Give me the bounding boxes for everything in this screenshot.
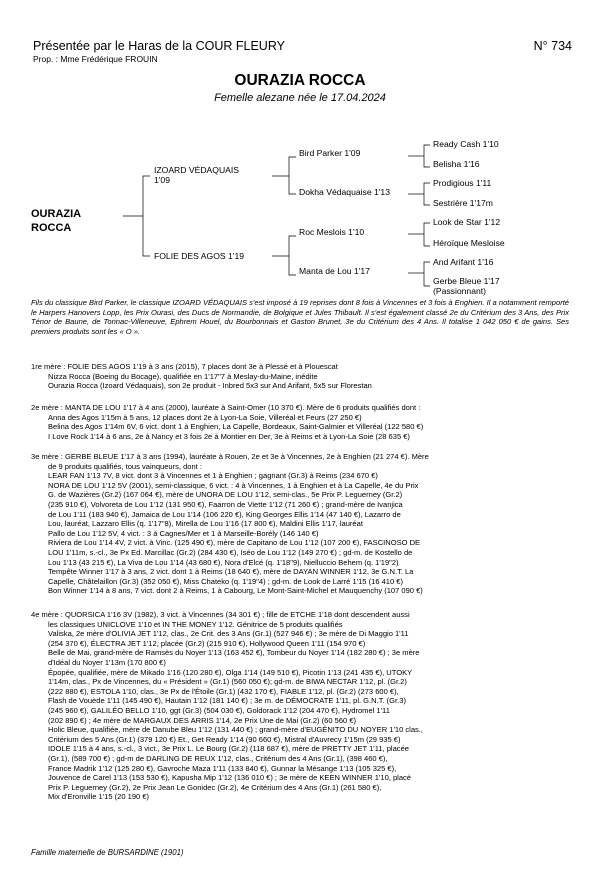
second-dam-heading: 2e mère : MANTA DE LOU 1'17 à 4 ans (2000), lauréate à Saint-Omer (10 370 €). Mère de 6 produits qualifiés dont : — [31, 403, 421, 412]
pedigree-sss: Ready Cash 1'10 — [433, 139, 499, 149]
fourth-dam-line: (245 960 €), GALILÉO BELLO 1'10, ggt (Gr.3) (504 030 €), Goldorack 1'12 (204 470 €), Hydromel 1'11 — [48, 705, 390, 715]
pedigree-sire: IZOARD VÉDAQUAIS 1'09 — [154, 165, 239, 185]
third-dam-line: (235 910 €), Volvoreta de Lou 1'12 (131 950 €), Faarron de Viette 1'12 (71 260 €) ; grand-mère de Ivanjica — [48, 499, 403, 509]
pedigree-sire-sire: Bird Parker 1'09 — [299, 148, 361, 158]
third-dam-line: Bon Winner 1'14 à 8 ans, 7 vict. dont 2 à Reims, 1 à Cabourg, Le Mont-Saint-Michel et Mauquenchy (107 090 €) — [48, 586, 423, 596]
pedigree-ssd: Belisha 1'16 — [433, 159, 480, 169]
first-dam-section — [31, 362, 569, 391]
third-dam-heading: 3e mère : GERBE BLEUE 1'17 à 3 ans (1994), lauréate à Rouen, 2e et 3e à Vincennes, 2e à Enghien (21 274 €). Mère — [31, 452, 429, 461]
fourth-dam-line: Flash de Vouède 1'11 (145 490 €), Hautain 1'12 (181 140 €) ; 3e m. de DÉMOCRATE 1'11, pl. G.N.T. (Gr.3) — [48, 696, 406, 706]
third-dam-section — [31, 452, 569, 596]
pedigree-dsd: Héroïque Mesloise — [433, 238, 505, 248]
fourth-dam-line: Valiska, 2e mère d'OLIVIA JET 1'12, clas., 2e Crit. des 3 Ans (Gr.1) (527 946 €) ; 3e mère de Di Maggio 1'11 — [48, 629, 409, 639]
fourth-dam-section — [31, 610, 569, 802]
fourth-dam-heading: 4e mère : QUORSICA 1'16 3V (1982), 3 vict. à Vincennes (34 301 €) ; fille de ETCHE 1'18 dont descendent aussi — [31, 610, 410, 619]
pedigree-dds: And Arifant 1'16 — [433, 257, 494, 267]
fourth-dam-line: Critérium des 5 Ans (Gr.1) (379 120 €) Et., Get Ready 1'14 (90 660 €), Mistral d'Auvrecy 1'15m (29 935 €) — [48, 734, 401, 744]
fourth-dam-line: Prix P. Leguerney (Gr.2), 2e Prix Jean Le Gonidec (Gr.2), 4e Critérium des 4 Ans (Gr.1) (261 580 €), — [48, 782, 382, 792]
horse-title: OURAZIA ROCCA — [234, 72, 366, 89]
fourth-dam-line: Belle de Mai, grand-mère de Ramsès du Noyer 1'13 (163 452 €), Tombeur du Noyer 1'14 (182 280 €) ; 3e mère — [48, 648, 420, 658]
third-dam-line: NORA DE LOU 1'12 5V (2001), semi-classique, 6 vict. : 4 à Vincennes, 1 à Enghien et à La Capelle, 4e du Prix — [48, 480, 419, 490]
first-dam-line: Ourazia Rocca (Izoard Védaquais), son 2e produit - Inbred 5x3 sur And Arifant, 5x5 sur Florestan — [48, 381, 372, 391]
second-dam-section — [31, 403, 569, 441]
pedigree-dss: Look de Star 1'12 — [433, 217, 501, 227]
lot-number: N° 734 — [533, 39, 572, 53]
pedigree-root-name: OURAZIA ROCCA — [31, 208, 82, 234]
fourth-dam-heading-cont: les classiques UNICLOVE 1'10 et IN THE MONEY 1'12. Génitrice de 5 produits qualifiés — [48, 619, 343, 629]
fourth-dam-line: (222 880 €), ESTOLA 1'10, clas., 3e Px de l'Étoile (Gr.1) (432 170 €), FIABLE 1'12, pl. (Gr.2) (273 600 €), — [48, 686, 399, 696]
fourth-dam-line: France Madrik 1'12 (125 280 €), Gavroche Maza 1'11 (133 840 €), Gunnar la Mésange 1'13 (105 325 €), — [48, 763, 397, 773]
horse-description: Femelle alezane née le 17.04.2024 — [214, 92, 386, 104]
fourth-dam-line: 1'14m, clas., Px de Vincennes, du « Président » (Gr.1) (560 050 €); gd-m. de BIWA NECTAR 1'12, pl. (Gr.2) — [48, 677, 407, 687]
third-dam-line: LOU 1'11m, s.-cl., 3e Px Ed. Marcillac (Gr.2) (284 430 €), Iséo de Lou 1'12 (149 270 €) ; gd-m. de Kostello de — [48, 547, 413, 557]
third-dam-line: Lou, lauréat, Lazzaro Ellis (q. 1'17"8), Mirella de Lou 1'16 (17 800 €), Maldini Ellis 1'17, lauréat — [48, 519, 363, 529]
fourth-dam-line: d'Idéal du Noyer 1'13m (170 800 €) — [48, 657, 166, 667]
second-dam-line: I Love Rock 1'14 à 6 ans, 2e à Nancy et 3 fois 2e à Montier en Der, 3e à Reims et à Lyon-La Soie (28 635 €) — [48, 431, 410, 441]
third-dam-line: de Lou 1'11 (183 940 €), Jamaica de Lou 1'14 (106 220 €), King Georges Ellis 1'14 (47 140 €), Lazarro de — [48, 509, 401, 519]
first-dam-heading: 1re mère : FOLIE DES AGOS 1'19 à 3 ans (2015), 7 places dont 3e à Plessé et à Plouescat — [31, 362, 338, 371]
third-dam-line: Pallo de Lou 1'12 5V, 4 vict. : 3 à Cagnes/Mer et 1 à Marseille-Borély (146 140 €) — [48, 528, 319, 538]
fourth-dam-line: (202 890 €) ; 4e mère de MARGAUX DES ARRIS 1'14, 2e Prix Une de Mai (Gr.2) (60 560 €) — [48, 715, 357, 725]
fourth-dam-line: (254 370 €), ÉLECTRA JET 1'12, placée (Gr.2) (215 910 €), Hollywood Queen 1'11 (154 970 €) — [48, 638, 366, 648]
third-dam-line: G. de Wazières (Gr.2) (167 064 €), mère de UNORA DE LOU 1'12, semi-clas., 5e Prix P. Leguerney (Gr.2) — [48, 490, 403, 500]
pedigree-dam: FOLIE DES AGOS 1'19 — [154, 251, 245, 261]
pedigree-dam-sire: Roc Meslois 1'10 — [299, 227, 365, 237]
fourth-dam-line: Épopée, qualifiée, mère de Mikado 1'16 (120 280 €), Olga 1'14 (149 510 €), Picotin 1'13 (241 435 €), UTOKY — [48, 667, 413, 677]
owner-line: Prop. : Mme Frédérique FROUIN — [33, 54, 158, 64]
maternal-family: Famille maternelle de BURSARDINE (1901) — [31, 848, 184, 857]
third-dam-line: Capelle, Châtelaillon (Gr.3) (352 050 €), Miss Chateko (q. 1'19"4) ; gd-m. de Look de Larré 1'15 (16 410 €) — [48, 576, 404, 586]
pedigree-sds: Prodigious 1'11 — [433, 178, 492, 188]
pedigree-sdd: Sestrière 1'17m — [433, 198, 493, 208]
pedigree-sire-dam: Dokha Védaquaise 1'13 — [299, 187, 390, 197]
second-dam-line: Anna des Agos 1'15m à 5 ans, 12 places dont 2e à Lyon-La Soie, Villeréal et Feurs (27 250 €) — [48, 412, 362, 422]
third-dam-line: Riviera de Lou 1'14 4V, 2 vict. à Vinc. (125 490 €), mère de Capitano de Lou 1'12 (107 200 €), FASCINOSO DE — [48, 538, 421, 548]
fourth-dam-line: IDOLE 1'15 à 4 ans, s.-cl., 3 vict., 3e Prix L. Le Bourg (Gr.2) (118 687 €), mère de PRETTY JET 1'11, placée — [48, 744, 409, 754]
pedigree-dam-dam: Manta de Lou 1'17 — [299, 266, 370, 276]
first-dam-line: Nizza Rocca (Boeing du Bocage), qualifiée en 1'17"7 à Meslay-du-Maine, inédite — [48, 371, 318, 381]
fourth-dam-line: Holic Bleue, qualifiée, mère de Danube Bleu 1'12 (131 440 €) ; grand-mère d'EUGÉNITO DU NOYER 1'10 clas., — [48, 725, 424, 735]
pedigree-ddd: Gerbe Bleue 1'17 (Passionnant) — [433, 276, 500, 296]
presenter-line: Présentée par le Haras de la COUR FLEURY — [33, 39, 285, 53]
third-dam-line: Tempête Winner 1'17 à 3 ans, 2 vict. dont 1 à Reims (18 640 €), mère de DAYAN WINNER 1'12, 3e G.N.T. La — [48, 567, 414, 577]
fourth-dam-line: Mix d'Eronville 1'15 (20 190 €) — [48, 792, 150, 802]
sire-intro-paragraph: Fils du classique Bird Parker, le classique IZOARD VÉDAQUAIS s'est imposé à 19 reprises dont 8 fois à Vincennes et 3 fois à Enghien. Il a notamment remporté le Harpers Hanovers Lopp, les Prix Ourasi, des Ducs de Normandie, de Bolgique et Jules Thibault. Il s'est également classé 2e du Critérium des 3 Ans, des Prix Ténor de Baune, de Tonnac-Villeneuve, Ephrem Houel, du Bourbonnais et Gaston Brunet, 3e du Critérium des 4 Ans. Il totalise 1 042 050 € de gains. Ses premiers produits sont les « O ». — [31, 298, 569, 336]
third-dam-line: LEAR FAN 1'13 7V, 8 vict. dont 3 à Vincennes et 1 à Enghien ; gagnant (Gr.3) à Reims (234 670 €) — [48, 471, 378, 481]
fourth-dam-line: Jouvence de Carel 1'13 (153 530 €), Kapusha Mip 1'12 (136 010 €) ; 3e mère de KEEN WINNER 1'10, placé — [48, 773, 412, 783]
fourth-dam-line: (Gr.1), (589 700 €) ; gd-m de DARLING DE REUX 1'12, clas., Critérium des 4 Ans (Gr.1), (398 460 €), — [48, 753, 388, 763]
second-dam-line: Belina des Agos 1'14m 6V, 6 vict. dont 1 à Enghien, La Capelle, Bordeaux, Saint-Galmier et Villeréal (122 580 €) — [48, 422, 424, 432]
third-dam-heading-cont: de 9 produits qualifiés, tous vainqueurs, dont : — [48, 461, 202, 471]
third-dam-line: Lou 1'13 (43 215 €), La Viva de Lou 1'14 (43 680 €), Nora d'Elcé (q. 1'18"9), Nielluccio Behem (q. 1'19"2) — [48, 557, 399, 567]
